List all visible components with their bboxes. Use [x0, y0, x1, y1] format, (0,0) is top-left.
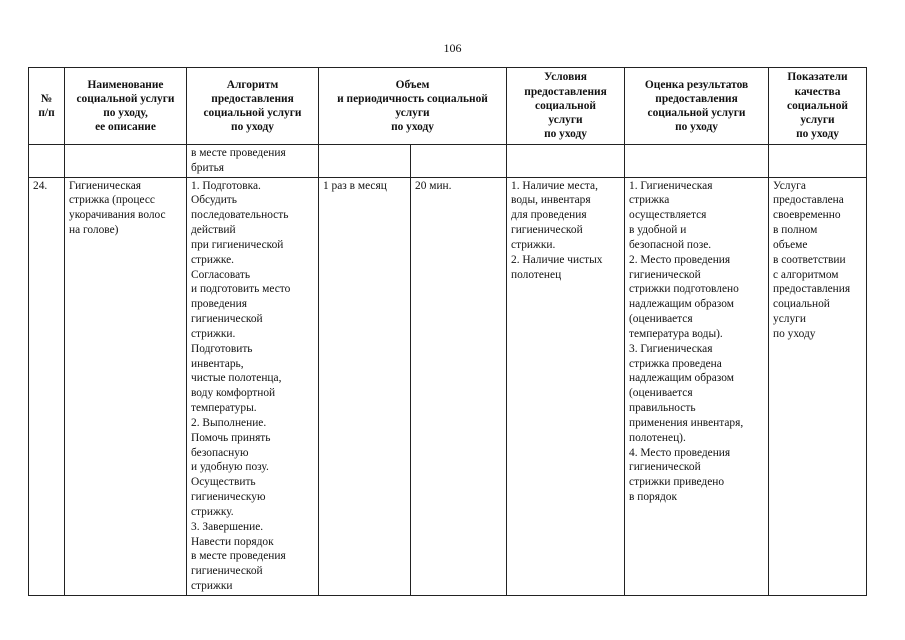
header-algorithm: Алгоритм предоставления социальной услуги по уходу: [187, 68, 319, 145]
cell-empty: [769, 145, 867, 178]
service-algorithm: 1. Подготовка. Обсудить последовательность действий при гигиенической стрижке. Согласовать и подготовить место проведения гигиенической стрижки. Подготовить инвентарь, чистые полотенца, воду комфортной температуры. 2. Выполнение. Помочь принять безопасную и удобную позу. Осуществить гигиеническую стрижку. 3. Завершение. Навести порядок в месте проведения гигиенической стрижки: [187, 177, 319, 595]
header-service-name: Наименование социальной услуги по уходу, ее описание: [65, 68, 187, 145]
header-volume: Объем и периодичность социальной услуги по уходу: [319, 68, 507, 145]
continuation-row: [29, 145, 867, 178]
header-row: [29, 68, 867, 145]
service-duration: 20 мин.: [411, 177, 507, 595]
table-row: [29, 177, 867, 595]
row-number: 24.: [29, 177, 65, 595]
service-indicators: Услуга предоставлена своевременно в полном объеме в соответствии с алгоритмом предоставления социальной услуги по уходу: [769, 177, 867, 595]
cell-empty: [507, 145, 625, 178]
continuation-algorithm: в месте проведения бритья: [187, 145, 319, 178]
header-indicators: Показатели качества социальной услуги по уходу: [769, 68, 867, 145]
page-number: 106: [443, 41, 462, 55]
cell-empty: [411, 145, 507, 178]
cell-empty: [625, 145, 769, 178]
service-conditions: 1. Наличие места, воды, инвентаря для проведения гигиенической стрижки. 2. Наличие чистых полотенец: [507, 177, 625, 595]
header-num: № п/п: [29, 68, 65, 145]
service-evaluation: 1. Гигиеническая стрижка осуществляется в удобной и безопасной позе. 2. Место проведения гигиенической стрижки подготовлено надлежащим образом (оценивается температура воды). 3. Гигиеническая стрижка проведена надлежащим образом (оценивается правильность применения инвентаря, полотенец). 4. Место проведения гигиенической стрижки приведено в порядок: [625, 177, 769, 595]
header-evaluation: Оценка результатов предоставления социальной услуги по уходу: [625, 68, 769, 145]
cell-empty: [65, 145, 187, 178]
header-conditions: Условия предоставления социальной услуги по уходу: [507, 68, 625, 145]
cell-empty: [319, 145, 411, 178]
service-name: Гигиеническая стрижка (процесс укорачивания волос на голове): [65, 177, 187, 595]
services-table: [28, 67, 867, 596]
cell-empty: [29, 145, 65, 178]
service-frequency: 1 раз в месяц: [319, 177, 411, 595]
